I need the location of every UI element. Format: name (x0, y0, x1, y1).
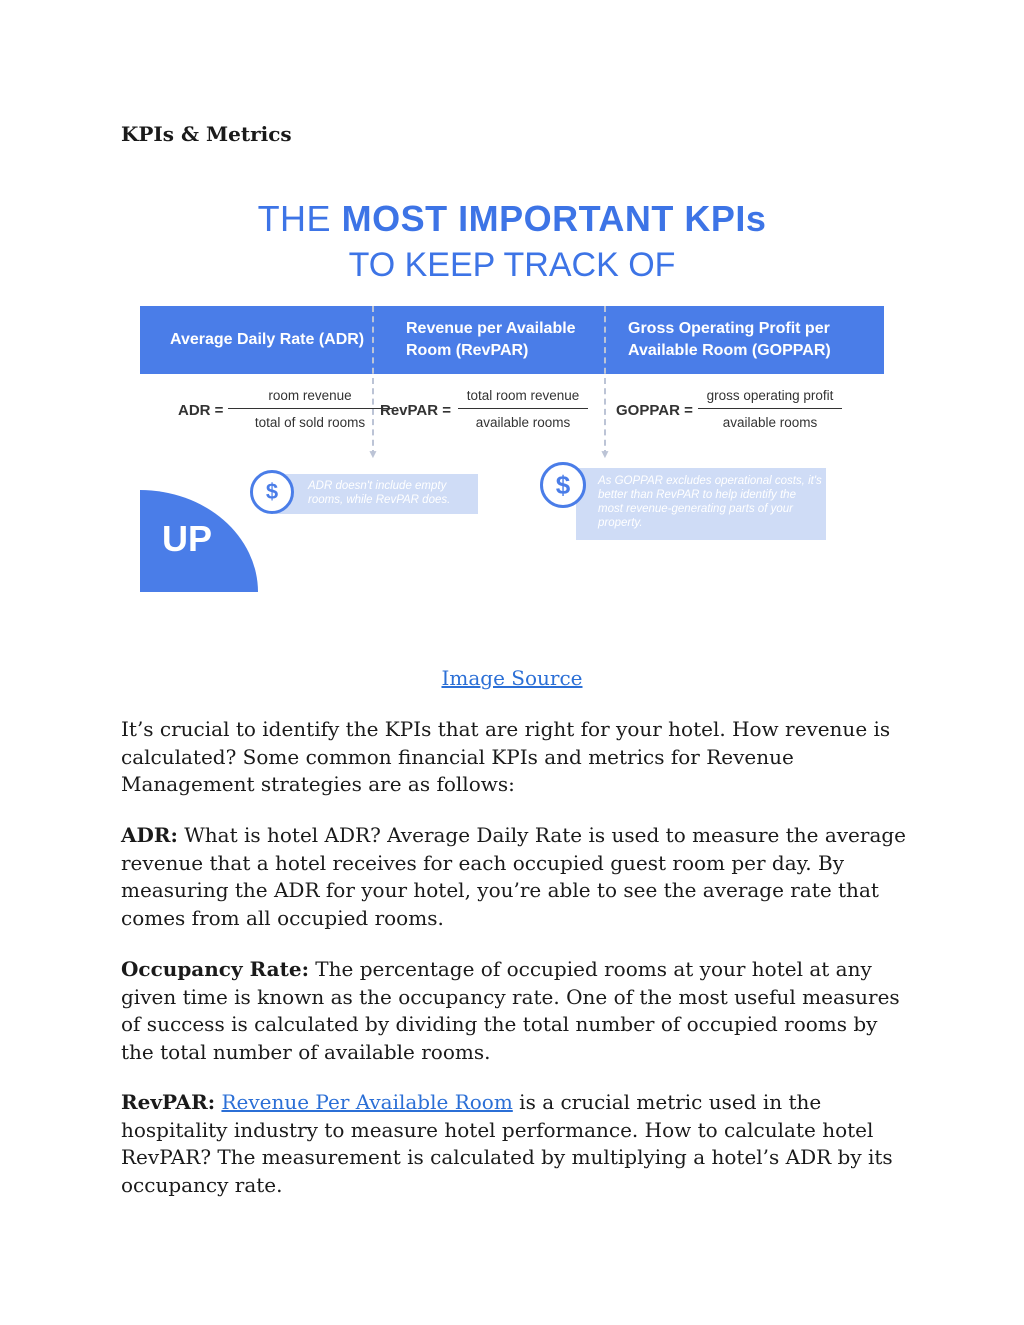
occupancy-text: The percentage of occupied rooms at your hotel at any given time is known as the occupancy rate. One of the most useful measures of success is calculated by dividing the total number of occupied rooms by the total number of available rooms. (121, 957, 900, 1064)
revpar-label: RevPAR: (121, 1090, 216, 1114)
infographic-subtitle: TO KEEP TRACK OF (348, 246, 676, 284)
adr-formula (178, 388, 368, 438)
title-emphasis: MOST IMPORTANT KPIs (341, 198, 767, 239)
formula-lhs: ADR = (178, 402, 224, 419)
brand-logo-icon: UP (162, 518, 213, 559)
formula-fraction (698, 388, 842, 430)
infographic-title (140, 198, 884, 240)
arrow-down-icon: ▼ (367, 447, 379, 461)
kpi-infographic (140, 192, 884, 592)
formula-numerator: total room revenue (466, 388, 580, 403)
goppar-header: Gross Operating Profit per Available Room (GOPPAR) (628, 320, 831, 359)
formula-numerator: room revenue (268, 388, 352, 403)
formula-denominator: total of sold rooms (254, 415, 366, 430)
fraction-bar (698, 408, 842, 409)
revpar-link[interactable]: Revenue Per Available Room (221, 1090, 513, 1114)
dollar-coin-icon: $ (540, 462, 586, 508)
formula-lhs: RevPAR = (380, 402, 452, 419)
formula-denominator: available rooms (722, 415, 818, 430)
revpar-header: Revenue per Available Room (RevPAR) (406, 320, 576, 359)
formula-numerator: gross operating profit (706, 388, 834, 403)
arrow-down-icon: ▼ (599, 447, 611, 461)
adr-header: Average Daily Rate (ADR) (170, 331, 365, 348)
intro-paragraph: It’s crucial to identify the KPIs that are right for your hotel. How revenue is calculated? Some common financial KPIs and metrics for Revenue Management strategies are as follows: (121, 717, 891, 796)
formula-fraction (458, 388, 588, 430)
goppar-note (540, 462, 830, 542)
image-source-line (0, 666, 1024, 690)
image-source-link[interactable]: Image Source (441, 666, 583, 690)
adr-label: ADR: (121, 823, 178, 847)
page-heading: KPIs & Metrics (121, 122, 292, 146)
kpi-header-band (140, 306, 884, 374)
revpar-formula (380, 388, 600, 438)
title-prefix: THE (257, 198, 332, 239)
note-text: As GOPPAR excludes operational costs, it's better than RevPAR to help identify the most revenue-generating parts of your property. (598, 475, 822, 529)
column-divider (604, 306, 606, 456)
dollar-coin-icon: $ (250, 470, 294, 514)
formula-fraction (228, 388, 392, 430)
adr-note (250, 470, 478, 514)
note-text: ADR doesn't include empty rooms, while RevPAR does. (308, 480, 451, 506)
occupancy-label: Occupancy Rate: (121, 957, 309, 981)
revpar-text: is a crucial metric used in the hospitality industry to measure hotel performance. How to calculate hotel RevPAR? The measurement is calculated by multiplying a hotel’s ADR by its occupancy rate. (121, 1090, 893, 1197)
formula-lhs: GOPPAR = (616, 402, 693, 419)
revpar-paragraph (121, 1089, 911, 1199)
formula-denominator: available rooms (475, 415, 571, 430)
occupancy-paragraph (121, 956, 911, 1066)
adr-text: What is hotel ADR? Average Daily Rate is used to measure the average revenue that a hotel receives for each occupied guest room per day. By measuring the ADR for your hotel, you’re able to see the average rate that comes from all occupied rooms. (121, 823, 907, 930)
adr-paragraph (121, 822, 911, 932)
fraction-bar (458, 408, 588, 409)
fraction-bar (228, 408, 392, 409)
goppar-formula (616, 388, 856, 438)
column-divider (372, 306, 374, 456)
